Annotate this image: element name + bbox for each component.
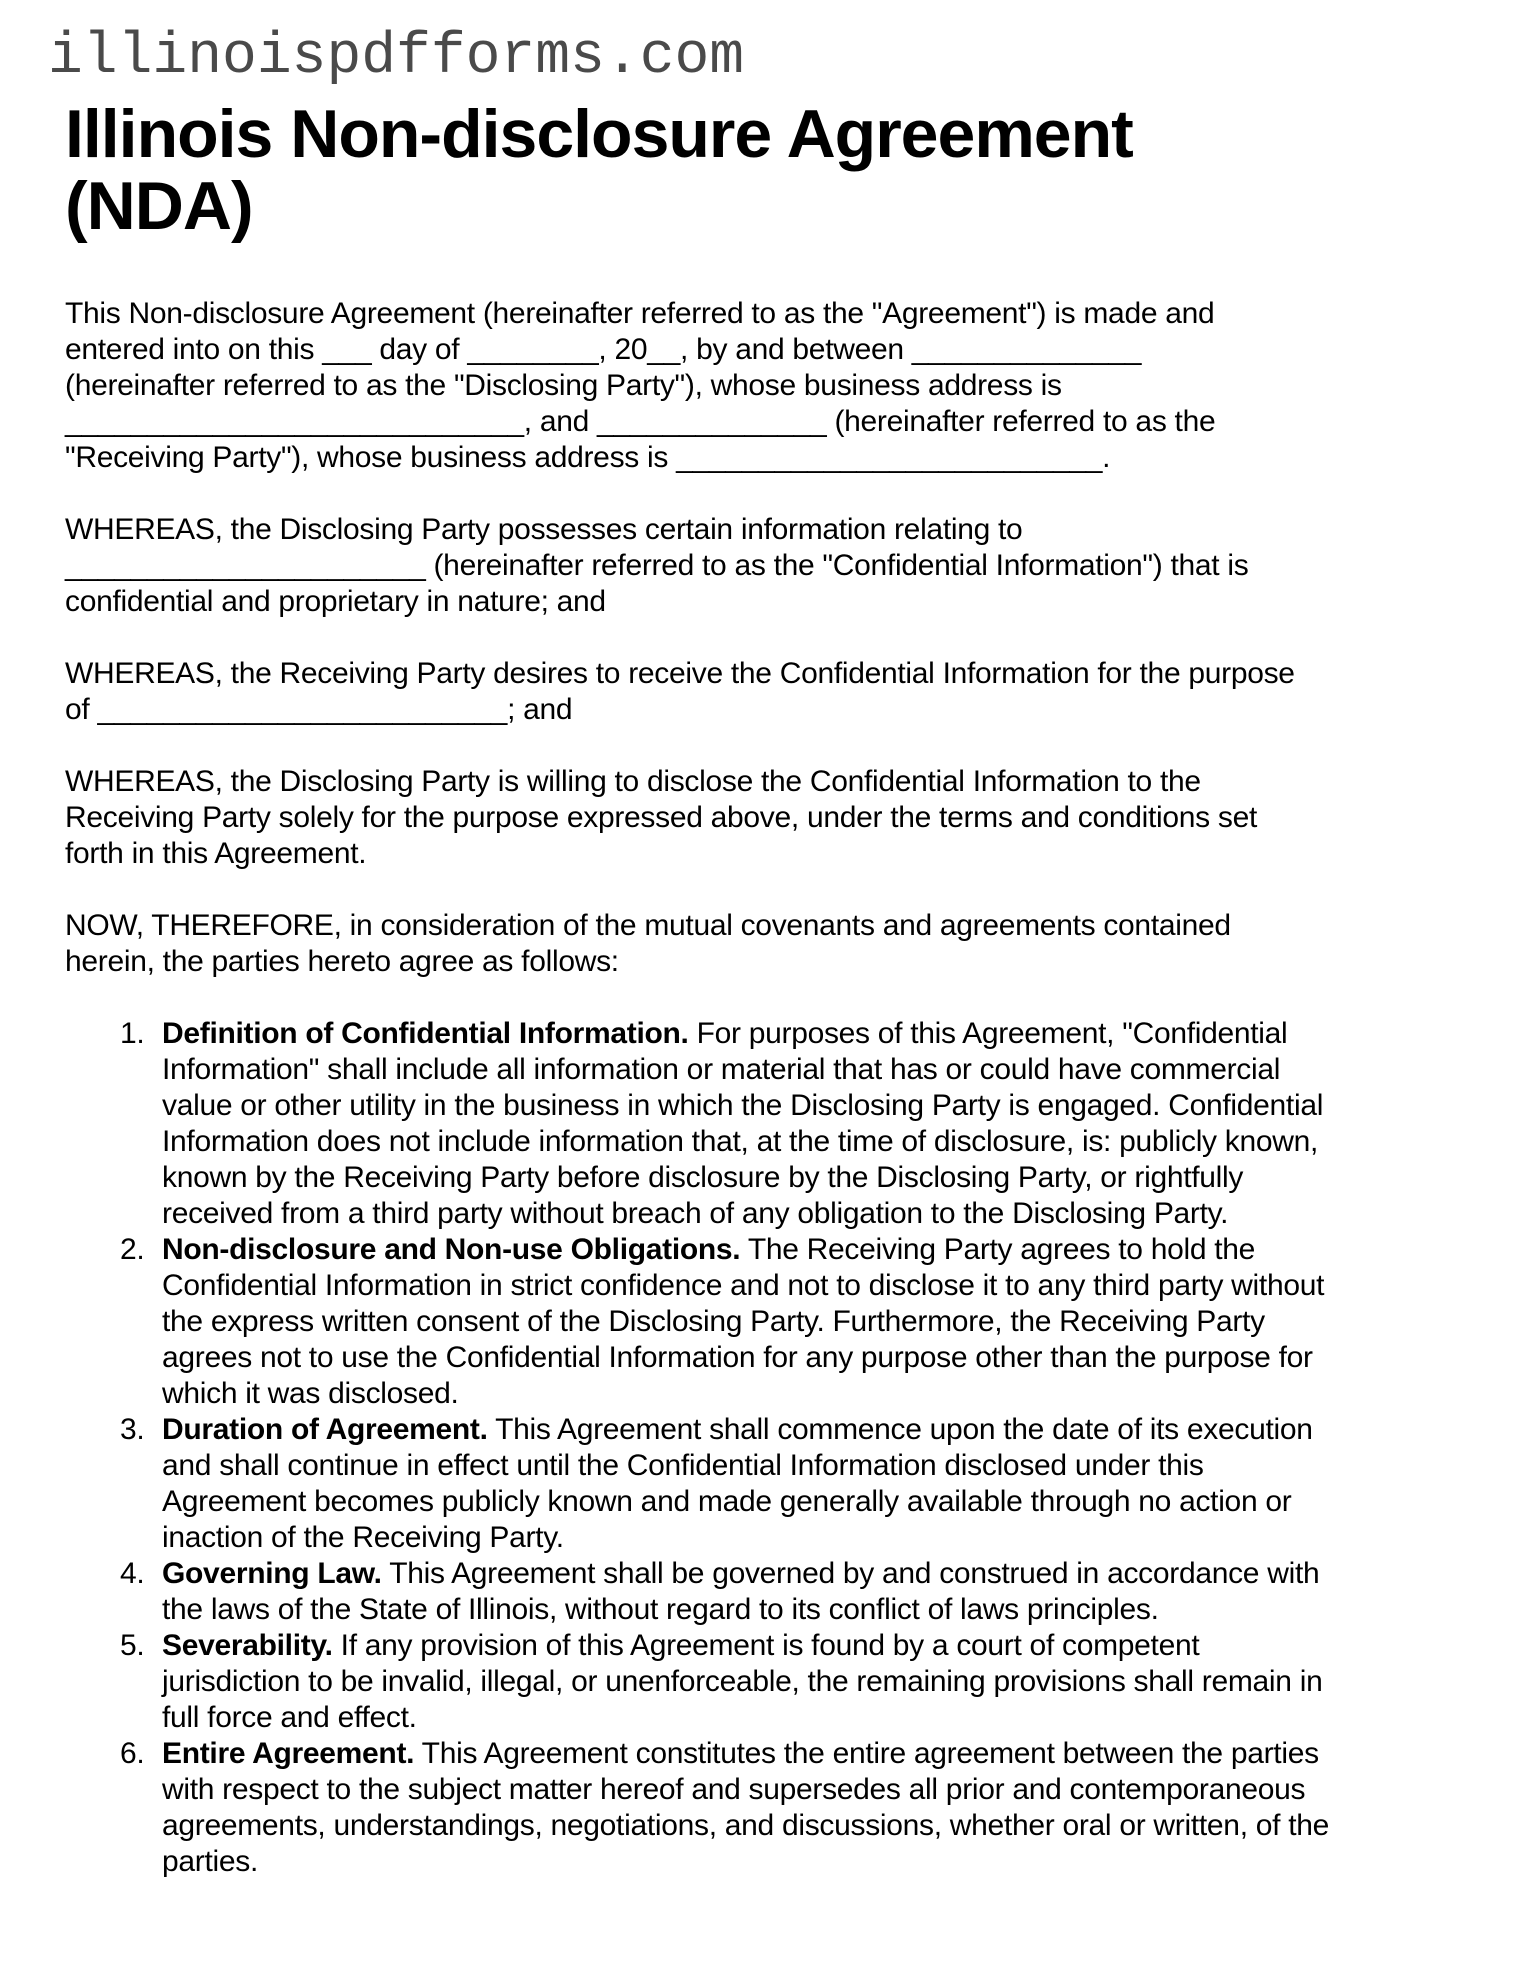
term-governing-law (65, 1556, 1335, 1628)
whereas-paragraph-2: WHEREAS, the Receiving Party desires to receive the Confidential Information for the purpose of _________________________; and (65, 656, 1295, 726)
term-text: This Agreement constitutes the entire agreement between the parties with respect to the subject matter hereof and supersedes all prior and contemporaneous agreements, understandings, negotiations, and discussions, whether oral or written, of the parties. (162, 1736, 1330, 1878)
now-therefore-paragraph: NOW, THEREFORE, in consideration of the mutual covenants and agreements contained herein, the parties hereto agree as follows: (65, 908, 1231, 978)
whereas-paragraph-1: WHEREAS, the Disclosing Party possesses certain information relating to ______________________ (hereinafter referred to as the "Confidential Information") that is confidential and proprietary in nature; and (65, 512, 1249, 618)
document-body (65, 296, 1494, 1880)
term-non-disclosure-obligations (65, 1232, 1335, 1412)
terms-list (65, 1016, 1335, 1880)
term-text: This Agreement shall commence upon the date of its execution and shall continue in effect until the Confidential Information disclosed under this Agreement becomes publicly known and made generally available through no action or inaction of the Receiving Party. (162, 1412, 1313, 1554)
term-text: The Receiving Party agrees to hold the Confidential Information in strict confidence and not to disclose it to any third party without the express written consent of the Disclosing Party. Furthermore, the Receiving Party agrees not to use the Confidential Information for any purpose other than the purpose for which it was disclosed. (162, 1232, 1325, 1410)
term-entire-agreement (65, 1736, 1335, 1880)
term-text: This Agreement shall be governed by and construed in accordance with the laws of the State of Illinois, without regard to its conflict of laws principles. (162, 1556, 1320, 1626)
site-logo: illinoispdfforms.com (48, 25, 745, 90)
term-title: Definition of Confidential Information. (162, 1016, 689, 1050)
term-title: Duration of Agreement. (162, 1412, 488, 1446)
term-duration-of-agreement (65, 1412, 1335, 1556)
whereas-paragraph-3: WHEREAS, the Disclosing Party is willing to disclose the Confidential Information to the Receiving Party solely for the purpose expressed above, under the terms and conditions set forth in this Agreement. (65, 764, 1258, 870)
term-title: Entire Agreement. (162, 1736, 415, 1770)
term-text: If any provision of this Agreement is found by a court of competent jurisdiction to be invalid, illegal, or unenforceable, the remaining provisions shall remain in full force and effect. (162, 1628, 1323, 1734)
document-title: Illinois Non-disclosure Agreement (NDA) (65, 95, 1133, 244)
term-severability (65, 1628, 1335, 1736)
term-definition-of-confidential-information (65, 1016, 1335, 1232)
intro-paragraph: This Non-disclosure Agreement (hereinafter referred to as the "Agreement") is made and entered into on this ___ day of ________, 20__, by and between ______________ (hereinafter referred to as the "Disclosing Party"), whose business address is ____________________________, and ______________ (hereinafter referred to as the "Receiving Party"), whose business address is __________________________. (65, 296, 1216, 474)
term-title: Severability. (162, 1628, 333, 1662)
term-title: Non-disclosure and Non-use Obligations. (162, 1232, 741, 1266)
term-title: Governing Law. (162, 1556, 382, 1590)
term-text: For purposes of this Agreement, "Confidential Information" shall include all information or material that has or could have commercial value or other utility in the business in which the Disclosing Party is engaged. Confidential Information does not include information that, at the time of disclosure, is: publicly known, known by the Receiving Party before disclosure by the Disclosing Party, or rightfully received from a third party without breach of any obligation to the Disclosing Party. (162, 1016, 1324, 1230)
